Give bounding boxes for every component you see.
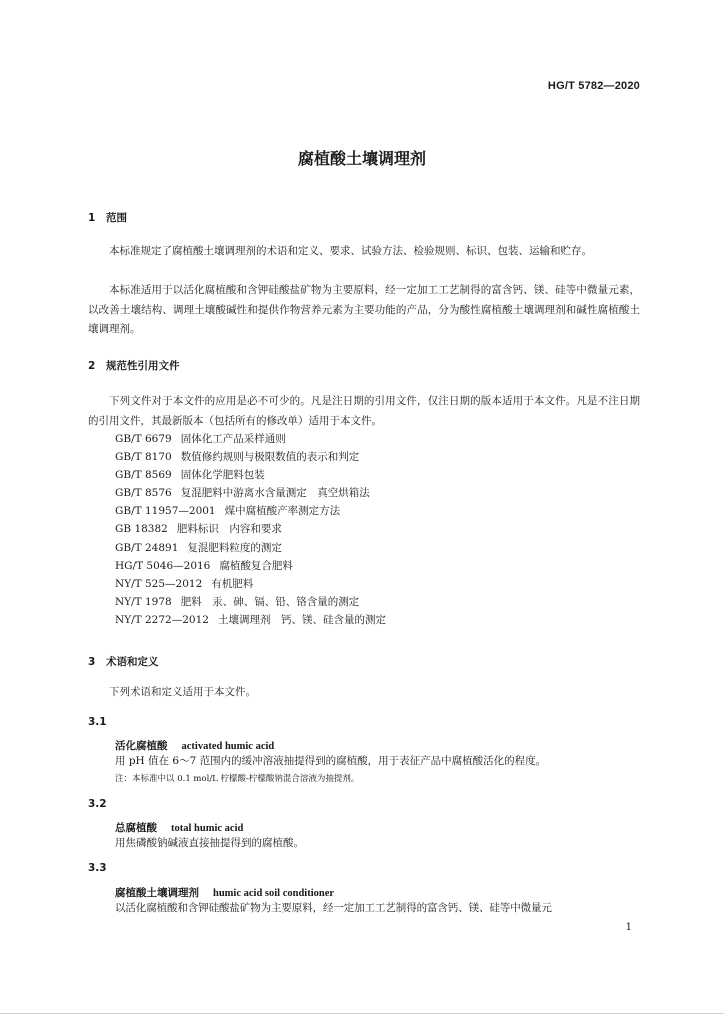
section-2-heading: [88, 358, 180, 373]
term-zh: 腐植酸土壤调理剂: [115, 887, 199, 899]
references-intro: 下列文件对于本文件的应用是必不可少的。凡是注日期的引用文件，仅注日期的版本适用于本文件。凡是不注日期的引用文件，其最新版本（包括所有的修改单）适用于本文件。: [88, 395, 640, 427]
term-definition: 以活化腐植酸和含钾硅酸盐矿物为主要原料，经一定加工工艺制得的富含钙、镁、硅等中微量元: [115, 902, 552, 914]
reference-item: NY/T 2272—2012 土壤调理剂 钙、镁、硅含量的测定: [115, 613, 386, 626]
reference-item: GB/T 8170 数值修约规则与极限数值的表示和判定: [115, 451, 360, 464]
reference-item: GB/T 11957—2001 煤中腐植酸产率测定方法: [115, 505, 341, 518]
term-en: total humic acid: [171, 823, 244, 834]
section-number: 2: [88, 360, 96, 372]
term-zh: 活化腐植酸: [115, 740, 168, 752]
page-number: 1: [625, 922, 632, 933]
term-en: humic acid soil conditioner: [213, 888, 335, 899]
reference-item: GB/T 8569 固体化学肥料包装: [115, 469, 265, 482]
reference-item: GB/T 8576 复混肥料中游离水含量测定 真空烘箱法: [115, 487, 370, 500]
standard-code: HG/T 5782—2020: [547, 80, 640, 92]
term-heading: [115, 820, 243, 835]
document-title: 腐植酸土壤调理剂: [297, 149, 426, 168]
reference-item: GB/T 24891 复混肥料粒度的测定: [115, 541, 282, 554]
term-heading: [115, 885, 334, 900]
section-1-heading: [88, 210, 127, 225]
term-definition: 用 pH 值在 6～7 范围内的缓冲溶液抽提得到的腐植酸，用于表征产品中腐植酸活化的程度。: [115, 755, 547, 767]
term-number: 3.1: [88, 716, 107, 728]
section-number: 3: [88, 656, 96, 668]
terms-intro: 下列术语和定义适用于本文件。: [109, 686, 256, 698]
scope-paragraph-2: 本标准适用于以活化腐植酸和含钾硅酸盐矿物为主要原料，经一定加工工艺制得的富含钙、镁、硅等中微量元素，以改善土壤结构、调理土壤酸碱性和提供作物营养元素为主要功能的产品，分为酸性腐植酸土壤调理剂和碱性腐植酸土壤调理剂。: [88, 284, 640, 335]
term-note: 注：本标准中以 0.1 mol/L 柠檬酸-柠檬酸钠混合溶液为抽提剂。: [115, 774, 360, 784]
section-number: 1: [88, 212, 96, 224]
scope-paragraph-1: 本标准规定了腐植酸土壤调理剂的术语和定义、要求、试验方法、检验规则、标识、包装、运输和贮存。: [109, 245, 592, 257]
reference-item: NY/T 1978 肥料 汞、砷、镉、铅、铬含量的测定: [115, 595, 360, 608]
term-number: 3.2: [88, 798, 107, 810]
reference-item: GB 18382 肥料标识 内容和要求: [115, 523, 282, 536]
section-title: 术语和定义: [106, 656, 159, 668]
term-definition: 用焦磷酸钠碱液直接抽提得到的腐植酸。: [115, 837, 304, 849]
section-3-heading: [88, 654, 159, 669]
section-title: 规范性引用文件: [106, 360, 180, 372]
term-zh: 总腐植酸: [115, 822, 157, 834]
reference-list: [115, 430, 386, 629]
reference-item: NY/T 525—2012 有机肥料: [115, 577, 254, 590]
term-number: 3.3: [88, 862, 107, 874]
reference-item: HG/T 5046—2016 腐植酸复合肥料: [115, 559, 293, 572]
term-heading: [115, 738, 274, 753]
reference-item: GB/T 6679 固体化工产品采样通则: [115, 433, 286, 445]
section-title: 范围: [106, 212, 127, 224]
term-en: activated humic acid: [181, 741, 275, 752]
page-bottom-divider: [0, 1013, 724, 1014]
